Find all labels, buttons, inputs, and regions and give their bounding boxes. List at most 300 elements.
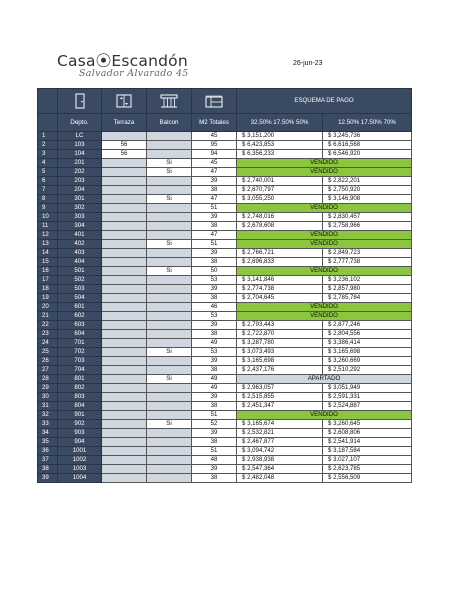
row-number: 7 xyxy=(38,186,58,195)
cell-balcon xyxy=(147,393,192,402)
cell-balcon xyxy=(147,366,192,375)
cell-price-scheme-2: $ 3,051,949 xyxy=(323,384,412,393)
cell-price-scheme-2: $ 2,785,784 xyxy=(323,294,412,303)
cell-depto: 503 xyxy=(58,285,102,294)
cell-depto: 204 xyxy=(58,186,102,195)
brand-name: Casa⦿Escandón xyxy=(57,52,188,70)
cell-terraza xyxy=(102,456,147,465)
cell-price-scheme-1: $ 2,774,738 xyxy=(237,285,323,294)
cell-balcon xyxy=(147,141,192,150)
cell-price-scheme-1: $ 2,722,870 xyxy=(237,330,323,339)
table-row xyxy=(38,384,412,393)
cell-m2: 49 xyxy=(192,339,237,348)
table-row xyxy=(38,420,412,429)
cell-balcon: Si xyxy=(147,420,192,429)
cell-price-scheme-1: $ 2,532,821 xyxy=(237,429,323,438)
cell-depto: 202 xyxy=(58,168,102,177)
cell-m2: 39 xyxy=(192,285,237,294)
table-row xyxy=(38,222,412,231)
cell-price-scheme-1: $ 2,467,877 xyxy=(237,438,323,447)
cell-terraza xyxy=(102,267,147,276)
row-number: 2 xyxy=(38,141,58,150)
row-number: 33 xyxy=(38,420,58,429)
cell-m2: 48 xyxy=(192,456,237,465)
row-number: 23 xyxy=(38,330,58,339)
cell-balcon xyxy=(147,402,192,411)
cell-terraza xyxy=(102,411,147,420)
row-number: 39 xyxy=(38,474,58,483)
cell-price-scheme-2: $ 3,236,102 xyxy=(323,276,412,285)
cell-balcon xyxy=(147,294,192,303)
cell-terraza xyxy=(102,429,147,438)
cell-m2: 39 xyxy=(192,321,237,330)
cell-balcon xyxy=(147,249,192,258)
cell-price-scheme-1: $ 2,670,797 xyxy=(237,186,323,195)
cell-balcon xyxy=(147,258,192,267)
cell-terraza xyxy=(102,339,147,348)
cell-m2: 45 xyxy=(192,159,237,168)
cell-depto: 501 xyxy=(58,267,102,276)
cell-m2: 39 xyxy=(192,357,237,366)
cell-m2: 39 xyxy=(192,393,237,402)
table-row xyxy=(38,348,412,357)
cell-balcon xyxy=(147,285,192,294)
table-row xyxy=(38,429,412,438)
cell-depto: 302 xyxy=(58,204,102,213)
cell-depto: 1003 xyxy=(58,465,102,474)
cell-terraza xyxy=(102,402,147,411)
cell-price-scheme-2: $ 2,849,723 xyxy=(323,249,412,258)
cell-balcon: Si xyxy=(147,195,192,204)
cell-price-scheme-2: $ 2,830,457 xyxy=(323,213,412,222)
cell-balcon xyxy=(147,276,192,285)
table-row xyxy=(38,150,412,159)
table-row xyxy=(38,303,412,312)
cell-balcon: Si xyxy=(147,168,192,177)
cell-balcon xyxy=(147,339,192,348)
cell-price-scheme-1: $ 2,740,001 xyxy=(237,177,323,186)
cell-terraza xyxy=(102,240,147,249)
cell-balcon: Si xyxy=(147,159,192,168)
cell-terraza xyxy=(102,231,147,240)
price-table xyxy=(37,88,412,483)
cell-price-scheme-2: $ 3,260,669 xyxy=(323,357,412,366)
cell-m2: 38 xyxy=(192,402,237,411)
cell-balcon: Si xyxy=(147,375,192,384)
cell-terraza xyxy=(102,195,147,204)
table-row xyxy=(38,447,412,456)
table-row xyxy=(38,240,412,249)
row-number: 25 xyxy=(38,348,58,357)
cell-price-scheme-2: $ 2,750,920 xyxy=(323,186,412,195)
cell-depto: 504 xyxy=(58,294,102,303)
cell-depto: 103 xyxy=(58,141,102,150)
cell-price-scheme-2: $ 2,877,246 xyxy=(323,321,412,330)
cell-terraza xyxy=(102,357,147,366)
cell-m2: 38 xyxy=(192,330,237,339)
cell-balcon xyxy=(147,312,192,321)
cell-m2: 39 xyxy=(192,249,237,258)
cell-m2: 51 xyxy=(192,411,237,420)
table-row xyxy=(38,393,412,402)
status-badge: APARTADO xyxy=(237,375,412,384)
elevator-icon xyxy=(102,89,147,114)
table-row xyxy=(38,195,412,204)
row-number: 28 xyxy=(38,375,58,384)
row-number: 24 xyxy=(38,339,58,348)
cell-price-scheme-2: $ 3,245,736 xyxy=(323,132,412,141)
cell-depto: 1004 xyxy=(58,474,102,483)
cell-price-scheme-2: $ 2,758,966 xyxy=(323,222,412,231)
cell-m2: 45 xyxy=(192,132,237,141)
cell-terraza xyxy=(102,159,147,168)
row-number: 26 xyxy=(38,357,58,366)
cell-balcon: Si xyxy=(147,348,192,357)
cell-price-scheme-1: $ 2,437,176 xyxy=(237,366,323,375)
status-badge: VENDIDO xyxy=(237,168,412,177)
cell-price-scheme-1: $ 2,704,645 xyxy=(237,294,323,303)
cell-depto: 802 xyxy=(58,384,102,393)
cell-depto: 704 xyxy=(58,366,102,375)
row-number: 15 xyxy=(38,258,58,267)
cell-m2: 39 xyxy=(192,465,237,474)
cell-m2: 47 xyxy=(192,231,237,240)
row-number: 12 xyxy=(38,231,58,240)
cell-m2: 53 xyxy=(192,276,237,285)
cell-depto: 601 xyxy=(58,303,102,312)
cell-terraza xyxy=(102,294,147,303)
cell-m2: 94 xyxy=(192,150,237,159)
row-number: 22 xyxy=(38,321,58,330)
cell-price-scheme-1: $ 2,793,443 xyxy=(237,321,323,330)
cell-terraza xyxy=(102,132,147,141)
table-row xyxy=(38,258,412,267)
cell-balcon xyxy=(147,330,192,339)
cell-depto: 904 xyxy=(58,438,102,447)
cell-depto: 201 xyxy=(58,159,102,168)
cell-balcon xyxy=(147,213,192,222)
cell-m2: 49 xyxy=(192,384,237,393)
cell-price-scheme-2: $ 3,187,584 xyxy=(323,447,412,456)
cell-price-scheme-1: $ 2,482,048 xyxy=(237,474,323,483)
cell-balcon xyxy=(147,186,192,195)
status-badge: VENDIDO xyxy=(237,240,412,249)
cell-terraza xyxy=(102,258,147,267)
cell-terraza xyxy=(102,474,147,483)
table-row xyxy=(38,438,412,447)
table-row xyxy=(38,321,412,330)
cell-terraza xyxy=(102,447,147,456)
cell-price-scheme-2: $ 3,146,908 xyxy=(323,195,412,204)
table-row xyxy=(38,465,412,474)
cell-m2: 38 xyxy=(192,366,237,375)
cell-price-scheme-2: $ 2,777,738 xyxy=(323,258,412,267)
cell-terraza xyxy=(102,348,147,357)
cell-depto: 603 xyxy=(58,321,102,330)
status-badge: VENDIDO xyxy=(237,267,412,276)
cell-price-scheme-1: $ 3,165,674 xyxy=(237,420,323,429)
cell-m2: 39 xyxy=(192,429,237,438)
cell-m2: 51 xyxy=(192,204,237,213)
cell-m2: 49 xyxy=(192,375,237,384)
cell-terraza xyxy=(102,186,147,195)
table-row xyxy=(38,177,412,186)
cell-m2: 51 xyxy=(192,447,237,456)
cell-balcon xyxy=(147,231,192,240)
cell-m2: 52 xyxy=(192,420,237,429)
cell-m2: 53 xyxy=(192,312,237,321)
table-row xyxy=(38,213,412,222)
cell-terraza xyxy=(102,303,147,312)
row-number: 16 xyxy=(38,267,58,276)
cell-price-scheme-2: $ 2,510,292 xyxy=(323,366,412,375)
status-badge: VENDIDO xyxy=(237,159,412,168)
cell-terraza xyxy=(102,204,147,213)
row-number: 31 xyxy=(38,402,58,411)
cell-price-scheme-1: $ 2,678,608 xyxy=(237,222,323,231)
cell-price-scheme-2: $ 3,027,107 xyxy=(323,456,412,465)
cell-balcon xyxy=(147,411,192,420)
column-balcon: Balcon xyxy=(147,114,192,132)
cell-price-scheme-2: $ 6,616,568 xyxy=(323,141,412,150)
scheme-header: ESQUEMA DE PAGO xyxy=(237,89,412,114)
cell-depto: 803 xyxy=(58,393,102,402)
cell-balcon xyxy=(147,438,192,447)
cell-depto: 901 xyxy=(58,411,102,420)
cell-balcon: Si xyxy=(147,267,192,276)
floorplan-icon xyxy=(192,89,237,114)
status-badge: VENDIDO xyxy=(237,231,412,240)
row-number: 9 xyxy=(38,204,58,213)
cell-m2: 38 xyxy=(192,474,237,483)
row-number: 35 xyxy=(38,438,58,447)
cell-balcon xyxy=(147,384,192,393)
row-number: 36 xyxy=(38,447,58,456)
cell-price-scheme-2: $ 2,857,980 xyxy=(323,285,412,294)
cell-depto: 304 xyxy=(58,222,102,231)
cell-depto: 1002 xyxy=(58,456,102,465)
cell-m2: 47 xyxy=(192,195,237,204)
cell-price-scheme-1: $ 2,696,833 xyxy=(237,258,323,267)
cell-balcon xyxy=(147,357,192,366)
cell-depto: 403 xyxy=(58,249,102,258)
cell-depto: 804 xyxy=(58,402,102,411)
cell-m2: 38 xyxy=(192,438,237,447)
row-number: 17 xyxy=(38,276,58,285)
cell-price-scheme-1: $ 3,094,742 xyxy=(237,447,323,456)
cell-price-scheme-2: $ 2,524,887 xyxy=(323,402,412,411)
cell-m2: 46 xyxy=(192,303,237,312)
cell-depto: 902 xyxy=(58,420,102,429)
cell-price-scheme-1: $ 2,515,855 xyxy=(237,393,323,402)
brand-subtitle: Salvador Alvarado 45 xyxy=(79,68,189,79)
table-row xyxy=(38,330,412,339)
cell-depto: 404 xyxy=(58,258,102,267)
row-number: 1 xyxy=(38,132,58,141)
cell-price-scheme-1: $ 2,547,364 xyxy=(237,465,323,474)
table-row xyxy=(38,294,412,303)
table-row xyxy=(38,267,412,276)
row-number: 11 xyxy=(38,222,58,231)
row-number: 14 xyxy=(38,249,58,258)
row-number: 29 xyxy=(38,384,58,393)
cell-balcon xyxy=(147,474,192,483)
cell-balcon xyxy=(147,132,192,141)
cell-depto: 502 xyxy=(58,276,102,285)
cell-balcon xyxy=(147,456,192,465)
cell-terraza xyxy=(102,384,147,393)
table-row xyxy=(38,204,412,213)
cell-terraza xyxy=(102,438,147,447)
cell-depto: 303 xyxy=(58,213,102,222)
status-badge: VENDIDO xyxy=(237,204,412,213)
cell-price-scheme-2: $ 6,546,920 xyxy=(323,150,412,159)
table-row xyxy=(38,402,412,411)
row-number: 32 xyxy=(38,411,58,420)
cell-balcon xyxy=(147,447,192,456)
cell-terraza xyxy=(102,330,147,339)
table-row xyxy=(38,312,412,321)
cell-terraza xyxy=(102,285,147,294)
cell-m2: 38 xyxy=(192,258,237,267)
cell-balcon xyxy=(147,150,192,159)
table-row xyxy=(38,132,412,141)
cell-price-scheme-2: $ 2,623,785 xyxy=(323,465,412,474)
door-icon xyxy=(58,89,102,114)
table-row xyxy=(38,159,412,168)
cell-balcon xyxy=(147,204,192,213)
cell-price-scheme-1: $ 3,165,698 xyxy=(237,357,323,366)
table-row xyxy=(38,411,412,420)
cell-terraza xyxy=(102,168,147,177)
row-number: 21 xyxy=(38,312,58,321)
row-number: 37 xyxy=(38,456,58,465)
cell-m2: 38 xyxy=(192,222,237,231)
table-row xyxy=(38,285,412,294)
column-depto: Depto. xyxy=(58,114,102,132)
cell-m2: 51 xyxy=(192,240,237,249)
row-number: 38 xyxy=(38,465,58,474)
cell-depto: 703 xyxy=(58,357,102,366)
balcony-icon xyxy=(147,89,192,114)
cell-price-scheme-1: $ 6,356,233 xyxy=(237,150,323,159)
cell-balcon xyxy=(147,303,192,312)
row-number: 5 xyxy=(38,168,58,177)
table-row xyxy=(38,168,412,177)
row-number: 20 xyxy=(38,303,58,312)
cell-price-scheme-1: $ 3,141,846 xyxy=(237,276,323,285)
cell-price-scheme-2: $ 2,591,331 xyxy=(323,393,412,402)
cell-terraza xyxy=(102,276,147,285)
cell-price-scheme-1: $ 2,938,938 xyxy=(237,456,323,465)
table-row xyxy=(38,357,412,366)
cell-depto: 301 xyxy=(58,195,102,204)
cell-depto: 903 xyxy=(58,429,102,438)
cell-depto: 602 xyxy=(58,312,102,321)
table-row xyxy=(38,231,412,240)
table-row xyxy=(38,375,412,384)
cell-price-scheme-1: $ 3,151,200 xyxy=(237,132,323,141)
table-row xyxy=(38,249,412,258)
cell-price-scheme-1: $ 6,423,853 xyxy=(237,141,323,150)
cell-price-scheme-2: $ 2,804,556 xyxy=(323,330,412,339)
cell-terraza xyxy=(102,213,147,222)
column-terraza: Terraza xyxy=(102,114,147,132)
cell-price-scheme-2: $ 2,608,806 xyxy=(323,429,412,438)
cell-m2: 47 xyxy=(192,168,237,177)
status-badge: VENDIDO xyxy=(237,411,412,420)
cell-balcon: Si xyxy=(147,240,192,249)
header-blank xyxy=(38,89,58,114)
header-number xyxy=(38,114,58,132)
row-number: 27 xyxy=(38,366,58,375)
cell-terraza xyxy=(102,222,147,231)
table-row xyxy=(38,366,412,375)
cell-price-scheme-1: $ 3,073,493 xyxy=(237,348,323,357)
cell-price-scheme-2: $ 3,165,698 xyxy=(323,348,412,357)
cell-depto: 801 xyxy=(58,375,102,384)
cell-price-scheme-1: $ 2,963,057 xyxy=(237,384,323,393)
cell-m2: 38 xyxy=(192,294,237,303)
cell-terraza: 56 xyxy=(102,150,147,159)
cell-depto: 1001 xyxy=(58,447,102,456)
brand-logo xyxy=(57,49,207,83)
cell-terraza xyxy=(102,312,147,321)
cell-depto: 401 xyxy=(58,231,102,240)
cell-price-scheme-1: $ 2,748,016 xyxy=(237,213,323,222)
cell-terraza xyxy=(102,465,147,474)
cell-depto: 203 xyxy=(58,177,102,186)
cell-terraza xyxy=(102,249,147,258)
row-number: 3 xyxy=(38,150,58,159)
cell-terraza xyxy=(102,420,147,429)
row-number: 19 xyxy=(38,294,58,303)
cell-depto: 701 xyxy=(58,339,102,348)
cell-price-scheme-2: $ 2,822,201 xyxy=(323,177,412,186)
column-scheme-2: 12.50% 17.50% 70% xyxy=(323,114,412,132)
row-number: 34 xyxy=(38,429,58,438)
cell-depto: LC xyxy=(58,132,102,141)
cell-depto: 702 xyxy=(58,348,102,357)
table-row xyxy=(38,186,412,195)
cell-depto: 402 xyxy=(58,240,102,249)
cell-terraza xyxy=(102,375,147,384)
cell-terraza xyxy=(102,393,147,402)
cell-balcon xyxy=(147,465,192,474)
cell-balcon xyxy=(147,321,192,330)
cell-depto: 104 xyxy=(58,150,102,159)
status-badge: VENDIDO xyxy=(237,312,412,321)
cell-price-scheme-1: $ 3,287,780 xyxy=(237,339,323,348)
cell-balcon xyxy=(147,177,192,186)
column-m2: M2 Totales xyxy=(192,114,237,132)
row-number: 18 xyxy=(38,285,58,294)
row-number: 6 xyxy=(38,177,58,186)
row-number: 30 xyxy=(38,393,58,402)
table-row xyxy=(38,276,412,285)
cell-price-scheme-1: $ 2,451,347 xyxy=(237,402,323,411)
cell-m2: 38 xyxy=(192,186,237,195)
cell-m2: 39 xyxy=(192,213,237,222)
status-badge: VENDIDO xyxy=(237,303,412,312)
cell-m2: 50 xyxy=(192,267,237,276)
table-row xyxy=(38,141,412,150)
cell-terraza xyxy=(102,321,147,330)
cell-terraza: 56 xyxy=(102,141,147,150)
cell-terraza xyxy=(102,177,147,186)
cell-m2: 39 xyxy=(192,177,237,186)
cell-depto: 604 xyxy=(58,330,102,339)
